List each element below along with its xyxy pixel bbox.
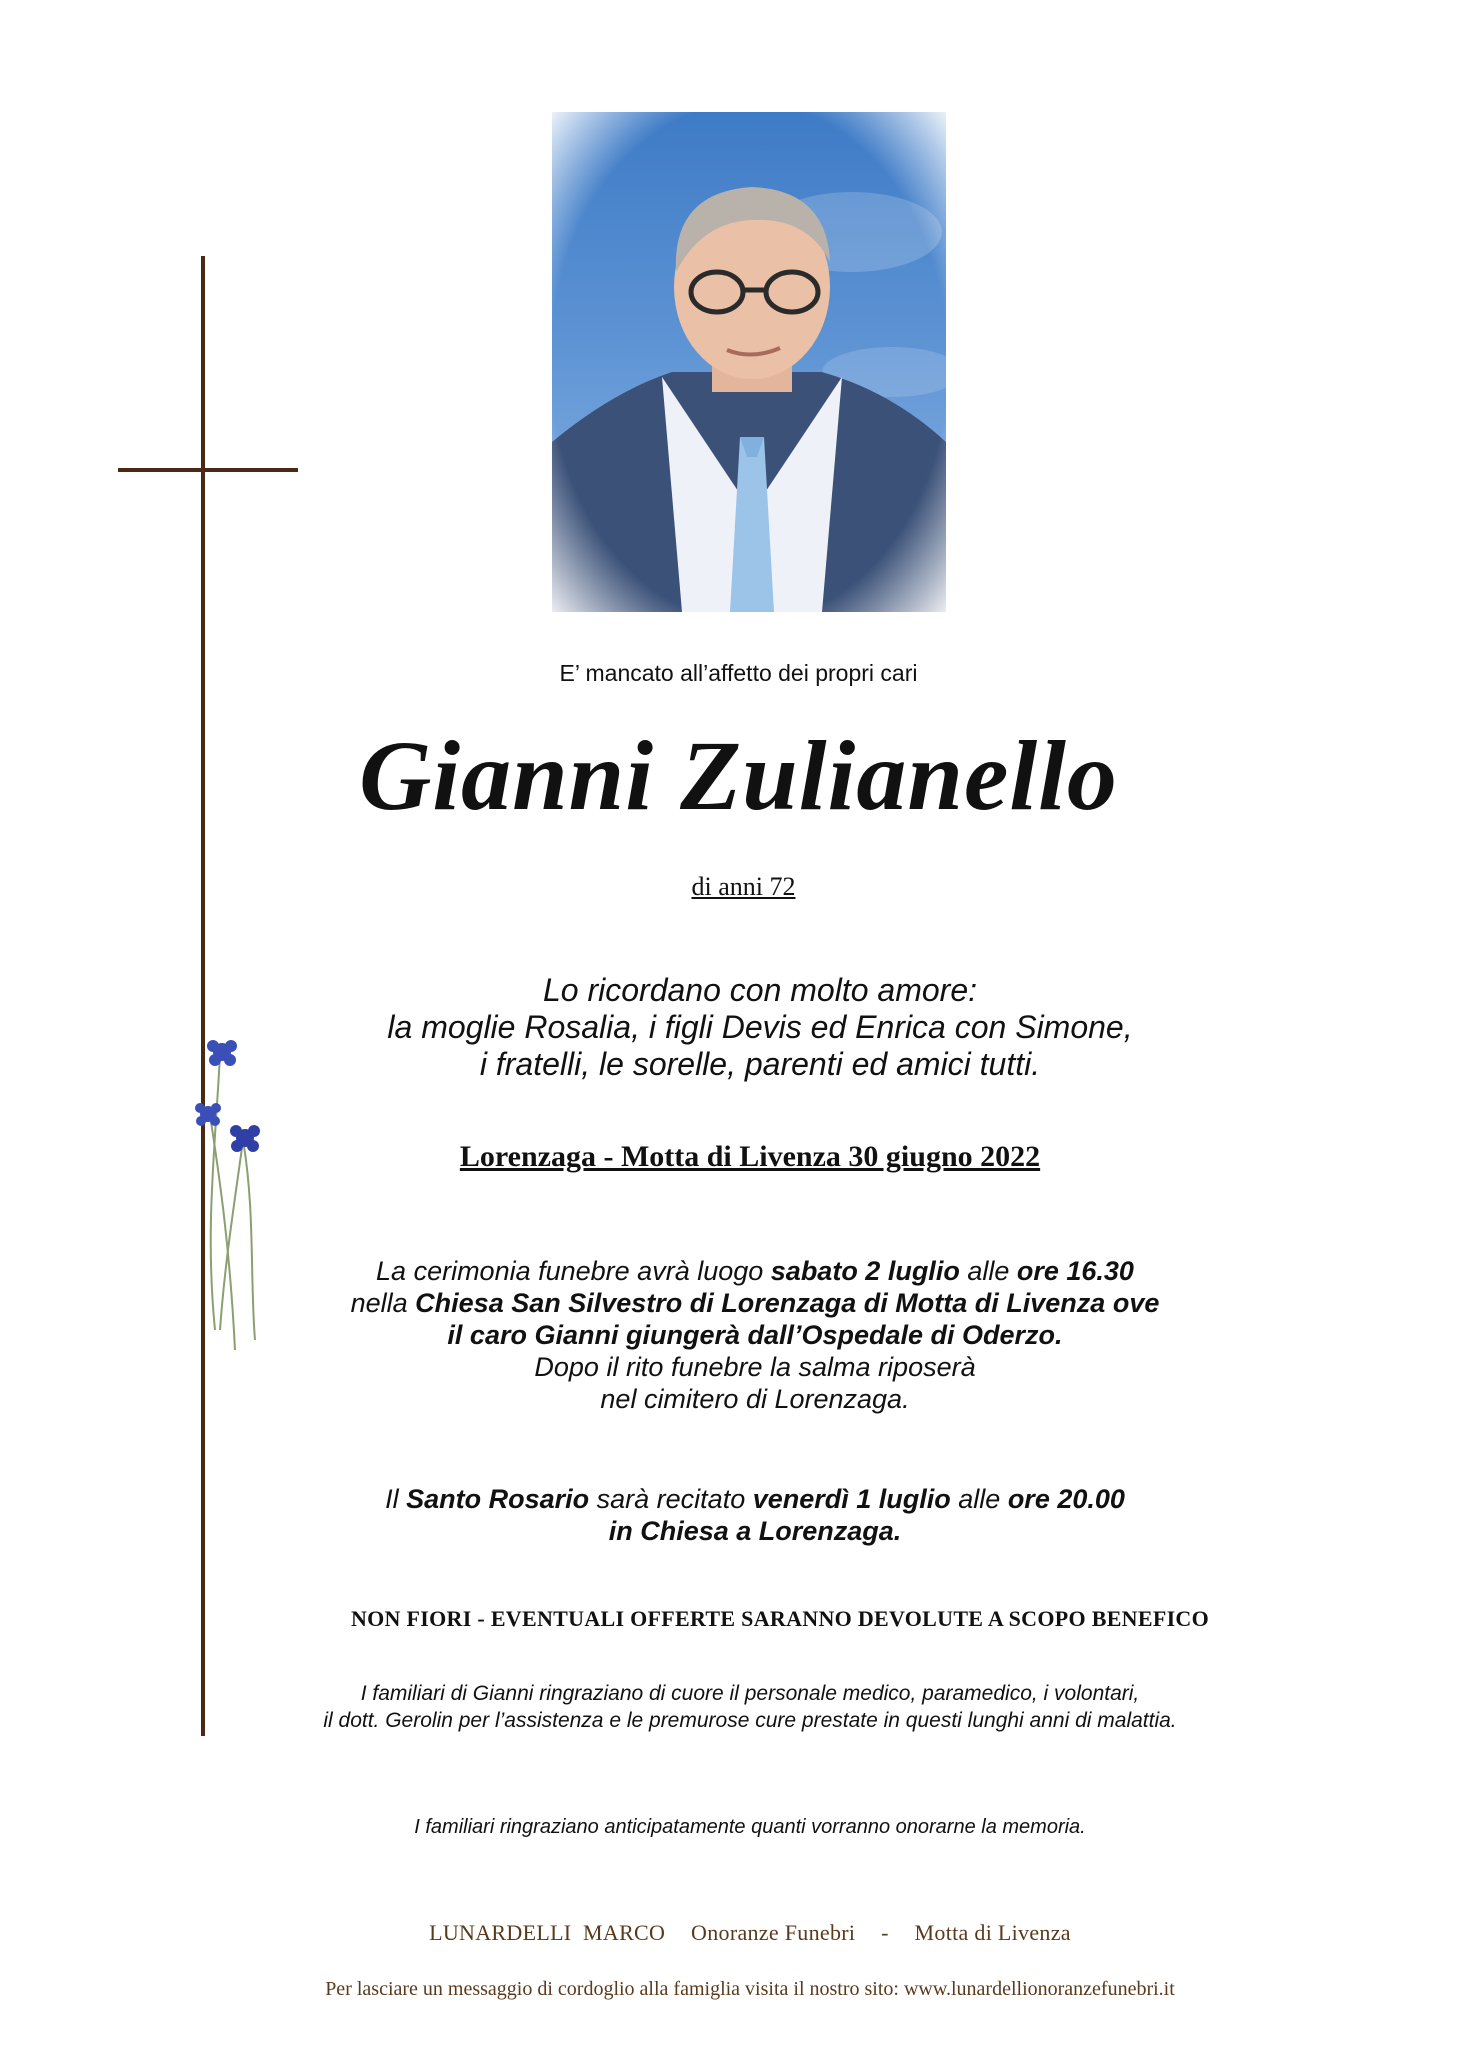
portrait-photo <box>552 112 946 612</box>
ceremony-time: ore 16.30 <box>1016 1256 1134 1286</box>
text: nella <box>350 1288 416 1318</box>
agency-town: Motta di Livenza <box>914 1920 1071 1945</box>
age-text: di anni 72 <box>691 872 796 901</box>
ceremony-line: il caro Gianni giungerà dall’Ospedale di Oderzo. <box>447 1320 1063 1350</box>
rosary-date: venerdì 1 luglio <box>752 1484 951 1514</box>
agency-service: Onoranze Funebri <box>691 1920 856 1945</box>
ceremony-line <box>240 1287 1270 1319</box>
ceremony-location: Chiesa San Silvestro di Lorenzaga di Motta di Livenza ove <box>415 1288 1160 1318</box>
medical-thanks <box>200 1680 1300 1734</box>
agency-name: LUNARDELLI MARCO <box>429 1920 666 1945</box>
no-flowers-notice: NON FIORI - EVENTUALI OFFERTE SARANNO DEVOLUTE A SCOPO BENEFICO <box>350 1606 1210 1631</box>
ceremony-line <box>240 1255 1270 1287</box>
mourners-line: i fratelli, le sorelle, parenti ed amici tutti. <box>479 1046 1041 1082</box>
thanks-line: il dott. Gerolin per l’assistenza e le premurose cure prestate in questi lunghi anni di malattia. <box>323 1709 1177 1732</box>
ceremony-line: Dopo il rito funebre la salma riposerà <box>534 1352 976 1382</box>
deceased-name: Gianni Zulianello <box>359 720 1118 831</box>
cross-vertical-beam <box>201 256 205 1736</box>
text: sarà recitato <box>589 1484 753 1514</box>
rosary-line: in Chiesa a Lorenzaga. <box>608 1516 902 1546</box>
ceremony-date: sabato 2 luglio <box>770 1256 960 1286</box>
text: Il <box>385 1484 407 1514</box>
funeral-agency <box>200 1920 1300 1946</box>
rosary-line <box>240 1483 1270 1515</box>
ceremony-line: nel cimitero di Lorenzaga. <box>600 1384 910 1414</box>
text: alle <box>950 1484 1008 1514</box>
intro-text: E’ mancato all’affetto dei propri cari <box>559 660 918 686</box>
mourners-list <box>230 972 1290 1083</box>
thanks-line: I familiari di Gianni ringraziano di cuore il personale medico, paramedico, i volontari, <box>360 1682 1140 1705</box>
ceremony-details <box>240 1255 1270 1415</box>
mourners-line: la moglie Rosalia, i figli Devis ed Enrica con Simone, <box>387 1009 1133 1045</box>
mourners-line: Lo ricordano con molto amore: <box>543 972 977 1008</box>
rosary-time: ore 20.00 <box>1007 1484 1125 1514</box>
website-note: Per lasciare un messaggio di cordoglio alla famiglia visita il nostro sito: www.lunardellionoranzefunebri.it <box>325 1978 1175 2000</box>
portrait-figure <box>552 112 946 612</box>
rosary-title: Santo Rosario <box>406 1484 590 1514</box>
place-date: Lorenzaga - Motta di Livenza 30 giugno 2022 <box>459 1140 1041 1173</box>
cross-horizontal-beam <box>118 468 298 472</box>
agency-separator: - <box>881 1920 889 1945</box>
text: alle <box>959 1256 1017 1286</box>
rosary-details <box>240 1483 1270 1547</box>
text: La cerimonia funebre avrà luogo <box>376 1256 771 1286</box>
general-thanks: I familiari ringraziano anticipatamente quanti vorranno onorarne la memoria. <box>414 1816 1086 1838</box>
